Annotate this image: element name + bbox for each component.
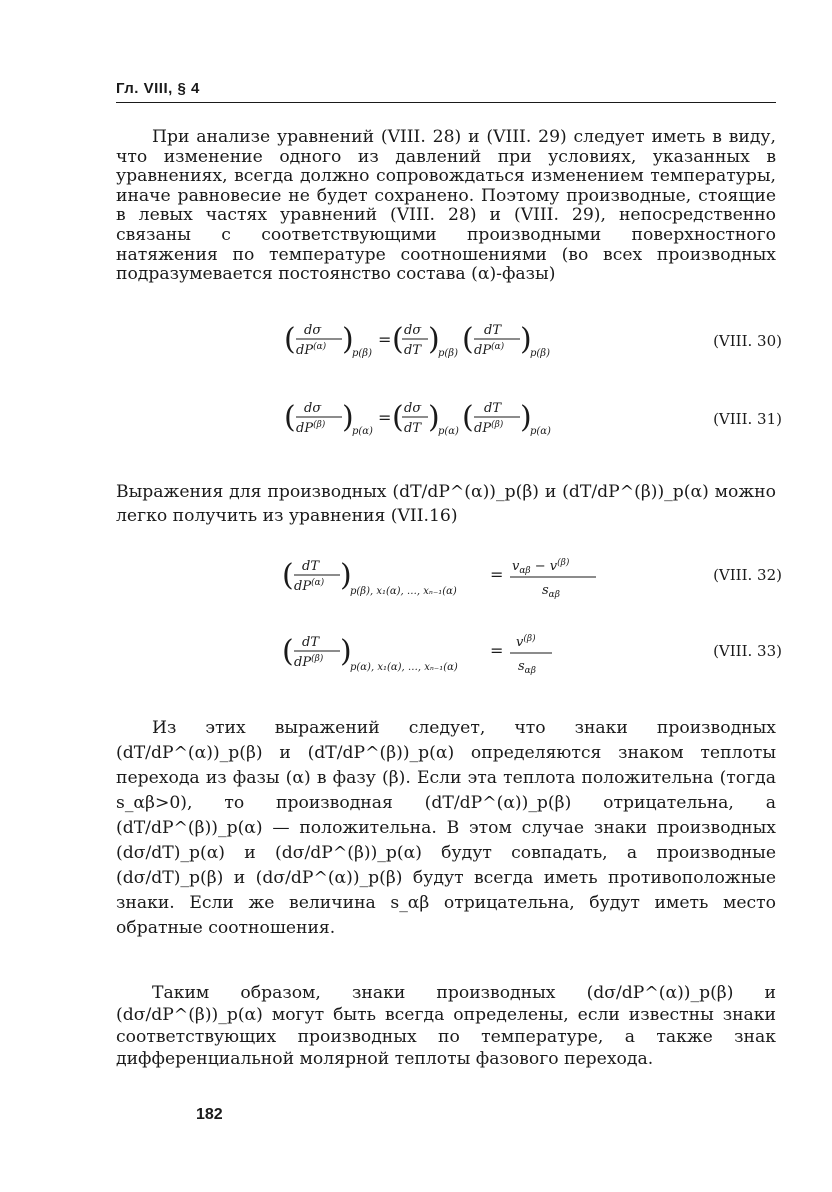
- svg-text:dT: dT: [302, 635, 319, 650]
- svg-text:(: (: [282, 634, 294, 669]
- paragraph-intro: При анализе уравнений (VIII. 28) и (VIII. 29) следует иметь в виду, что изменение одного из давлений при условиях, указанных в уравнениях, всегда должно сопровождаться изменением температуры, иначе равновесие не будет сохранено. Поэтому производные, стоящие в левых частях уравнений (VIII. 28) и (VIII. 29), непосредственно связаны с соответствующими производными поверхностного натяжения по температуре соотношениями (во всех производных подразумевается постоянство состава (α)-фазы): [116, 127, 776, 285]
- svg-text:): ): [520, 400, 532, 435]
- svg-text:dP(β): $dP^{(\beta)}$: [474, 420, 504, 436]
- running-head: Гл. VIII, § 4: [116, 80, 200, 97]
- svg-text:): ): [428, 322, 440, 357]
- equation-viii-31: [280, 394, 630, 442]
- equation-viii-30: [280, 316, 630, 364]
- equation-viii-32: [280, 550, 630, 606]
- svg-text:): ): [340, 558, 352, 593]
- svg-text:p(β): p(β): [530, 348, 550, 359]
- svg-text:(: (: [462, 322, 474, 357]
- svg-text:(: (: [392, 400, 404, 435]
- svg-text:(: (: [284, 322, 296, 357]
- paragraph-conclusion: Таким образом, знаки производных (dσ/dP^(α))_p(β) и (dσ/dP^(β))_p(α) могут быть всегда определены, если известны знаки соответствующих производных по температуре, а также знак дифференциальной молярной теплоты фазового перехода.: [116, 983, 776, 1069]
- svg-text:dT: dT: [302, 559, 319, 574]
- paragraph-expressions: Выражения для производных (dT/dP^(α))_p(β) и (dT/dP^(β))_p(α) можно легко получить из уравнения (VII.16): [116, 482, 776, 526]
- svg-text:p(β), x₁(α), …, xₙ₋₁(α): p(β), x₁(α), …, xₙ₋₁(α): [350, 586, 457, 597]
- svg-text:p(β): p(β): [438, 348, 458, 359]
- svg-text:sαβ: $s_{\alpha\beta}$: [542, 583, 560, 600]
- svg-text:(: (: [282, 558, 294, 593]
- equation-viii-33: [280, 626, 630, 682]
- svg-text:): ): [428, 400, 440, 435]
- svg-text:dP(β): $dP^{(\beta)}$: [294, 654, 324, 670]
- svg-text:(: (: [462, 400, 474, 435]
- svg-text:dσ: dσ: [304, 401, 322, 416]
- equation-number: (VIII. 31): [713, 410, 782, 428]
- svg-text:=: =: [490, 565, 504, 584]
- paragraph-signs: Из этих выражений следует, что знаки производных (dT/dP^(α))_p(β) и (dT/dP^(β))_p(α) определяются знаком теплоты перехода из фазы (α) в фазу (β). Если эта теплота положительна (тогда s_αβ>0), то производная (dT/dP^(α))_p(β) отрицательна, а (dT/dP^(β))_p(α) — положительна. В этом случае знаки производных (dσ/dT)_p(α) и (dσ/dP^(β))_p(α) будут совпадать, а производные (dσ/dT)_p(β) и (dσ/dP^(α))_p(β) будут всегда иметь противоположные знаки. Если же величина s_αβ отрицательна, будут иметь место обратные соотношения.: [116, 718, 776, 938]
- svg-text:=: =: [378, 330, 392, 349]
- svg-text:(: (: [284, 400, 296, 435]
- svg-text:(: (: [392, 322, 404, 357]
- svg-text:p(α): p(α): [438, 426, 459, 437]
- svg-text:=: =: [490, 641, 504, 660]
- svg-text:dP(α): $dP^{(\alpha)}$: [474, 342, 505, 358]
- svg-text:v(β): $v^{(\beta)}$: [516, 634, 536, 650]
- equation-number: (VIII. 30): [713, 332, 782, 350]
- equation-number: (VIII. 32): [713, 566, 782, 584]
- svg-text:dσ: dσ: [404, 323, 422, 338]
- svg-text:dP(β): $dP^{(\beta)}$: [296, 420, 326, 436]
- svg-text:vαβ − v(β): $v_{\alpha\beta} - v^{(\beta)}$: [512, 558, 570, 576]
- svg-text:dT: dT: [484, 401, 501, 416]
- svg-text:p(α): p(α): [352, 426, 373, 437]
- svg-text:): ): [342, 322, 354, 357]
- page-number: 182: [196, 1106, 223, 1123]
- svg-text:): ): [340, 634, 352, 669]
- svg-text:=: =: [378, 408, 392, 427]
- svg-text:sαβ: $s_{\alpha\beta}$: [518, 659, 536, 676]
- svg-text:dσ: dσ: [304, 323, 322, 338]
- svg-text:dT: dT: [484, 323, 501, 338]
- svg-text:dσ: dσ: [404, 401, 422, 416]
- equation-number: (VIII. 33): [713, 642, 782, 660]
- svg-text:dT: dT: [404, 343, 421, 358]
- svg-text:dP(α): $dP^{(\alpha)}$: [296, 342, 327, 358]
- svg-text:dP(α): $dP^{(\alpha)}$: [294, 578, 325, 594]
- svg-text:p(α): p(α): [530, 426, 551, 437]
- svg-text:p(α), x₁(α), …, xₙ₋₁(α): p(α), x₁(α), …, xₙ₋₁(α): [350, 662, 458, 673]
- svg-text:p(β): p(β): [352, 348, 372, 359]
- header-rule: [116, 102, 776, 103]
- svg-text:dT: dT: [404, 421, 421, 436]
- svg-text:): ): [520, 322, 532, 357]
- svg-text:): ): [342, 400, 354, 435]
